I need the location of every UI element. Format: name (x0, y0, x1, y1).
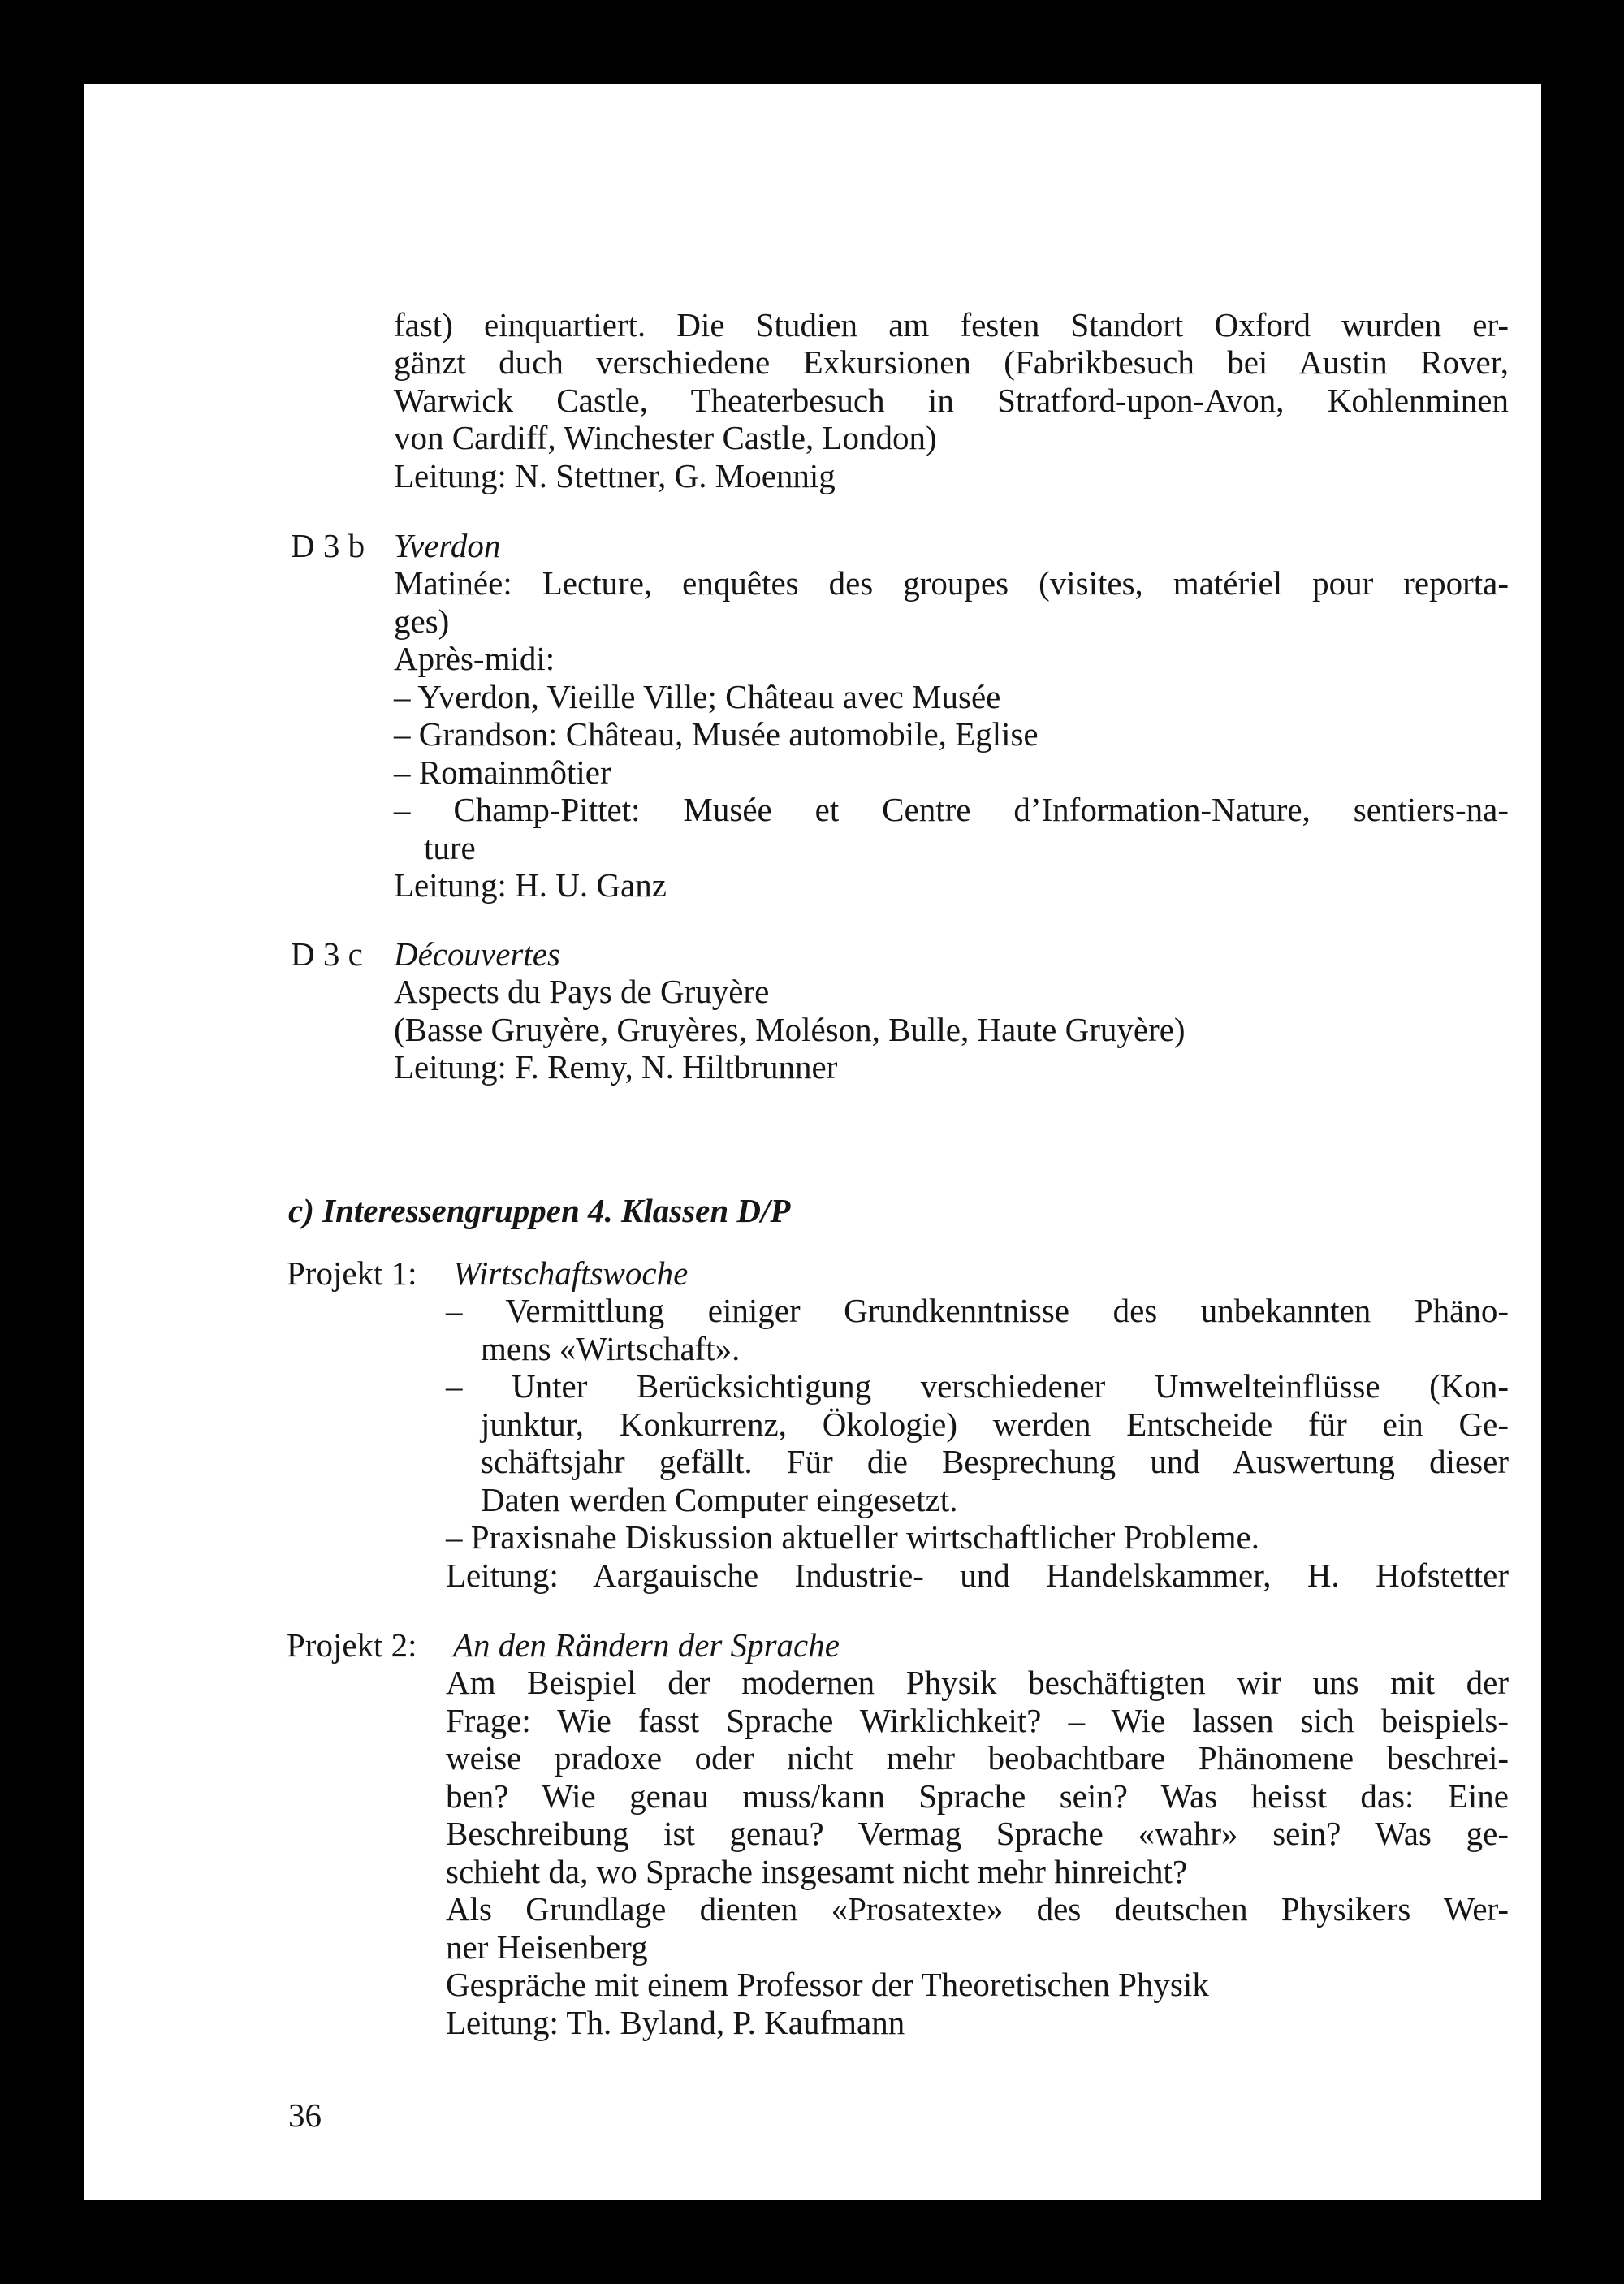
intro-line-2: gänzt duch verschiedene Exkursionen (Fabrikbesuch bei Austin Rover, (394, 343, 1509, 381)
intro-line-3: Warwick Castle, Theaterbesuch in Stratford-upon-Avon, Kohlenminen (394, 382, 1509, 419)
projekt1-line-7: – Praxisnahe Diskussion aktueller wirtschaftlicher Probleme. (446, 1518, 1259, 1556)
projekt2-label: Projekt 2: (287, 1626, 417, 1664)
projekt2-line-2: Frage: Wie fasst Sprache Wirklichkeit? – Wie lassen sich beispiels- (446, 1702, 1509, 1739)
projekt1-line-4: junktur, Konkurrenz, Ökologie) werden Entscheide für ein Ge- (481, 1405, 1509, 1443)
projekt2-leitung: Leitung: Th. Byland, P. Kaufmann (446, 2004, 905, 2041)
intro-line-1: fast) einquartiert. Die Studien am festen Standort Oxford wurden er- (394, 306, 1509, 343)
projekt1-label: Projekt 1: (287, 1254, 417, 1292)
intro-leitung: Leitung: N. Stettner, G. Moennig (394, 457, 836, 494)
d3b-code: D 3 b (291, 527, 365, 564)
projekt1-leitung: Leitung: Aargauische Industrie- und Handelskammer, H. Hofstetter (446, 1556, 1509, 1594)
d3c-title: Découvertes (394, 935, 560, 973)
projekt1-title: Wirtschaftswoche (453, 1254, 689, 1292)
projekt2-line-1: Am Beispiel der modernen Physik beschäftigten wir uns mit der (446, 1664, 1509, 1701)
projekt2-line-5: Beschreibung ist genau? Vermag Sprache «wahr» sein? Was ge- (446, 1815, 1509, 1852)
d3b-line-2: ges) (394, 602, 450, 640)
d3b-line-8: ture (424, 829, 476, 866)
projekt2-line-7: Als Grundlage dienten «Prosatexte» des deutschen Physikers Wer- (446, 1890, 1509, 1928)
projekt2-line-3: weise pradoxe oder nicht mehr beobachtbare Phänomene beschrei- (446, 1739, 1509, 1777)
d3b-line-1: Matinée: Lecture, enquêtes des groupes (visites, matériel pour reporta- (394, 564, 1509, 602)
d3b-line-4: – Yverdon, Vieille Ville; Château avec Musée (394, 678, 1001, 715)
page-text (84, 84, 1541, 2200)
projekt1-line-5: schäftsjahr gefällt. Für die Besprechung und Auswertung dieser (481, 1443, 1509, 1480)
projekt1-line-6: Daten werden Computer eingesetzt. (481, 1481, 958, 1518)
projekt2-line-4: ben? Wie genau muss/kann Sprache sein? Was heisst das: Eine (446, 1777, 1509, 1815)
projekt1-line-3: – Unter Berücksichtigung verschiedener Umwelteinflüsse (Kon- (446, 1367, 1509, 1405)
projekt1-line-2: mens «Wirtschaft». (481, 1330, 741, 1367)
d3b-line-6: – Romainmôtier (394, 753, 611, 791)
projekt2-line-6: schieht da, wo Sprache insgesamt nicht mehr hinreicht? (446, 1853, 1188, 1890)
d3b-leitung: Leitung: H. U. Ganz (394, 866, 667, 904)
d3c-code: D 3 c (291, 935, 363, 973)
d3c-leitung: Leitung: F. Remy, N. Hiltbrunner (394, 1048, 838, 1086)
intro-line-4: von Cardiff, Winchester Castle, London) (394, 419, 937, 456)
d3b-line-7: – Champ-Pittet: Musée et Centre d’Information-Nature, sentiers-na- (394, 791, 1509, 828)
d3b-line-5: – Grandson: Château, Musée automobile, Eglise (394, 715, 1039, 753)
section-heading: c) Interessengruppen 4. Klassen D/P (288, 1192, 791, 1229)
projekt2-line-9: Gespräche mit einem Professor der Theoretischen Physik (446, 1966, 1209, 2003)
projekt2-title: An den Rändern der Sprache (453, 1626, 840, 1664)
d3b-title: Yverdon (394, 527, 501, 564)
d3c-line-1: Aspects du Pays de Gruyère (394, 973, 770, 1010)
projekt2-line-8: ner Heisenberg (446, 1928, 648, 1966)
document-page (84, 84, 1541, 2200)
d3b-line-3: Après-midi: (394, 640, 555, 677)
projekt1-line-1: – Vermittlung einiger Grundkenntnisse des unbekannten Phäno- (446, 1292, 1509, 1329)
d3c-line-2: (Basse Gruyère, Gruyères, Moléson, Bulle, Haute Gruyère) (394, 1011, 1186, 1048)
page-number: 36 (288, 2096, 322, 2134)
